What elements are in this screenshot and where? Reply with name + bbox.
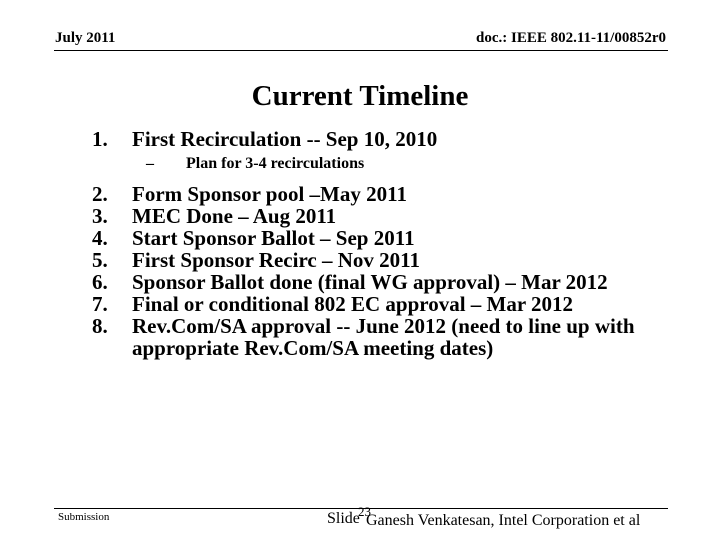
list-text: Rev.Com/SA approval -- June 2012 (need to line up with appropriate Rev.Com/SA meeting dates) — [132, 314, 635, 360]
header-doc-id: doc.: IEEE 802.11-11/00852r0 — [475, 30, 666, 46]
list-item-1 — [92, 128, 672, 150]
list-number: 7. — [92, 292, 108, 316]
list-item-5 — [92, 249, 672, 271]
header-rule — [54, 50, 668, 51]
list-number: 3. — [92, 204, 108, 228]
list-text: First Sponsor Recirc – Nov 2011 — [132, 248, 420, 272]
list-item-4 — [92, 227, 672, 249]
list-text: Final or conditional 802 EC approval – Mar 2012 — [132, 292, 574, 316]
list-item-8 — [92, 315, 672, 359]
list-number: 5. — [92, 248, 108, 272]
sub-text: Plan for 3-4 recirculations — [186, 155, 365, 172]
header-date: July 2011 — [55, 30, 116, 46]
sub-dash: – — [146, 155, 154, 172]
list-item-7 — [92, 293, 672, 315]
list-text: Sponsor Ballot done (final WG approval) – Mar 2012 — [132, 270, 608, 294]
list-text: MEC Done – Aug 2011 — [132, 204, 337, 228]
footer-author: Ganesh Venkatesan, Intel Corporation et al — [366, 512, 641, 529]
list-number: 8. — [92, 314, 108, 338]
list-item-6 — [92, 271, 672, 293]
footer-submission: Submission — [58, 511, 110, 523]
list-item-2 — [92, 183, 672, 205]
list-text: Form Sponsor pool –May 2011 — [132, 182, 407, 206]
list-number: 2. — [92, 182, 108, 206]
sub-list-item — [92, 154, 672, 174]
list-text: Start Sponsor Ballot – Sep 2011 — [132, 226, 415, 250]
footer-slide-label: Slide — [327, 510, 360, 527]
footer-slide-number: 23 — [358, 504, 371, 519]
list-number: 4. — [92, 226, 108, 250]
list-number: 6. — [92, 270, 108, 294]
list-item-3 — [92, 205, 672, 227]
slide-title: Current Timeline — [251, 80, 469, 112]
timeline-list — [92, 128, 672, 359]
list-text: First Recirculation -- Sep 10, 2010 — [132, 127, 438, 151]
list-number: 1. — [92, 127, 108, 151]
